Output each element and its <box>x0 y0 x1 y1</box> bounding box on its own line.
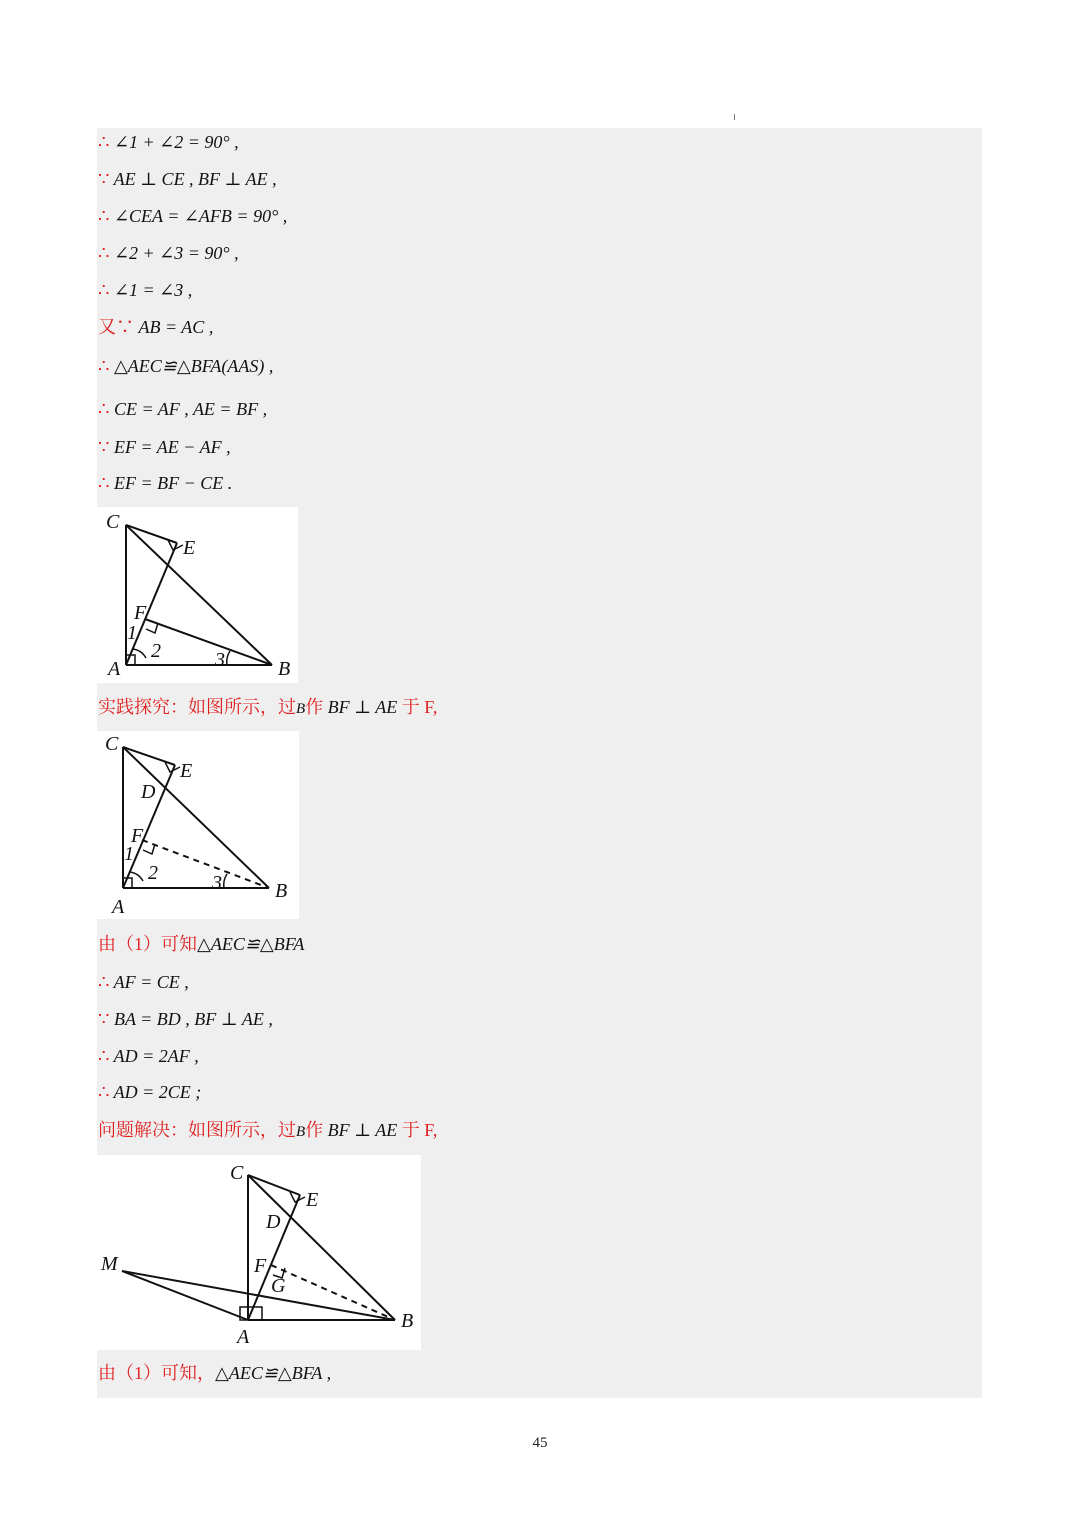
deduction-line-3: ∵ BA = BD , BF ⊥ AE , <box>98 1009 273 1029</box>
figure-2 <box>97 731 299 919</box>
label-E: E <box>180 760 193 782</box>
angle-2-label: 2 <box>148 862 158 884</box>
proof-line-10: ∴ EF = BF − CE . <box>98 473 233 493</box>
header-mark <box>734 114 735 120</box>
label-B: B <box>275 880 288 902</box>
deduction-line-5: ∴ AD = 2CE ; <box>98 1082 202 1102</box>
label-A: A <box>108 658 121 680</box>
practice-heading: 实践探究：如图所示，过B作 BF ⊥ AE 于 F, <box>98 697 438 717</box>
label-C: C <box>105 733 119 755</box>
proof-line-4: ∴ ∠2 + ∠3 = 90° , <box>98 243 239 263</box>
final-line: 由（1）可知，△AEC≌△BFA , <box>98 1363 332 1383</box>
label-M: M <box>101 1253 118 1275</box>
angle-3-label: 3 <box>212 872 222 894</box>
label-B: B <box>401 1310 414 1332</box>
proof-line-5: ∴ ∠1 = ∠3 , <box>98 280 193 300</box>
label-E: E <box>183 537 196 559</box>
label-F: F <box>254 1255 267 1277</box>
angle-1-label: 1 <box>124 843 134 865</box>
label-C: C <box>106 511 120 533</box>
deduction-line-4: ∴ AD = 2AF , <box>98 1046 199 1066</box>
angle-1-label: 1 <box>127 622 137 644</box>
proof-line-7: ∴ △AEC≌△BFA(AAS) , <box>98 356 274 376</box>
label-B: B <box>278 658 291 680</box>
proof-line-1: ∴ ∠1 + ∠2 = 90° , <box>98 132 239 152</box>
proof-line-9: ∵ EF = AE − AF , <box>98 437 231 457</box>
label-F: F <box>134 602 147 624</box>
page-number: 45 <box>532 1435 548 1451</box>
label-F: F <box>131 825 144 847</box>
solve-heading: 问题解决：如图所示，过B作 BF ⊥ AE 于 F, <box>98 1120 438 1140</box>
proof-line-6: 又∵ AB = AC , <box>98 317 214 337</box>
label-D: D <box>266 1211 281 1233</box>
proof-line-8: ∴ CE = AF , AE = BF , <box>98 399 268 419</box>
label-A: A <box>112 896 125 918</box>
figure-1 <box>97 507 298 683</box>
label-C: C <box>230 1162 244 1184</box>
deduction-line-1: 由（1）可知△AEC≌△BFA <box>98 934 305 954</box>
label-G: G <box>271 1275 286 1297</box>
angle-3-label: 3 <box>215 649 225 671</box>
deduction-line-2: ∴ AF = CE , <box>98 972 189 992</box>
angle-2-label: 2 <box>151 640 161 662</box>
figure-3 <box>97 1155 421 1350</box>
label-E: E <box>306 1189 319 1211</box>
proof-line-3: ∴ ∠CEA = ∠AFB = 90° , <box>98 206 288 226</box>
label-D: D <box>141 781 156 803</box>
label-A: A <box>237 1326 250 1348</box>
proof-line-2: ∵ AE ⊥ CE , BF ⊥ AE , <box>98 169 277 189</box>
